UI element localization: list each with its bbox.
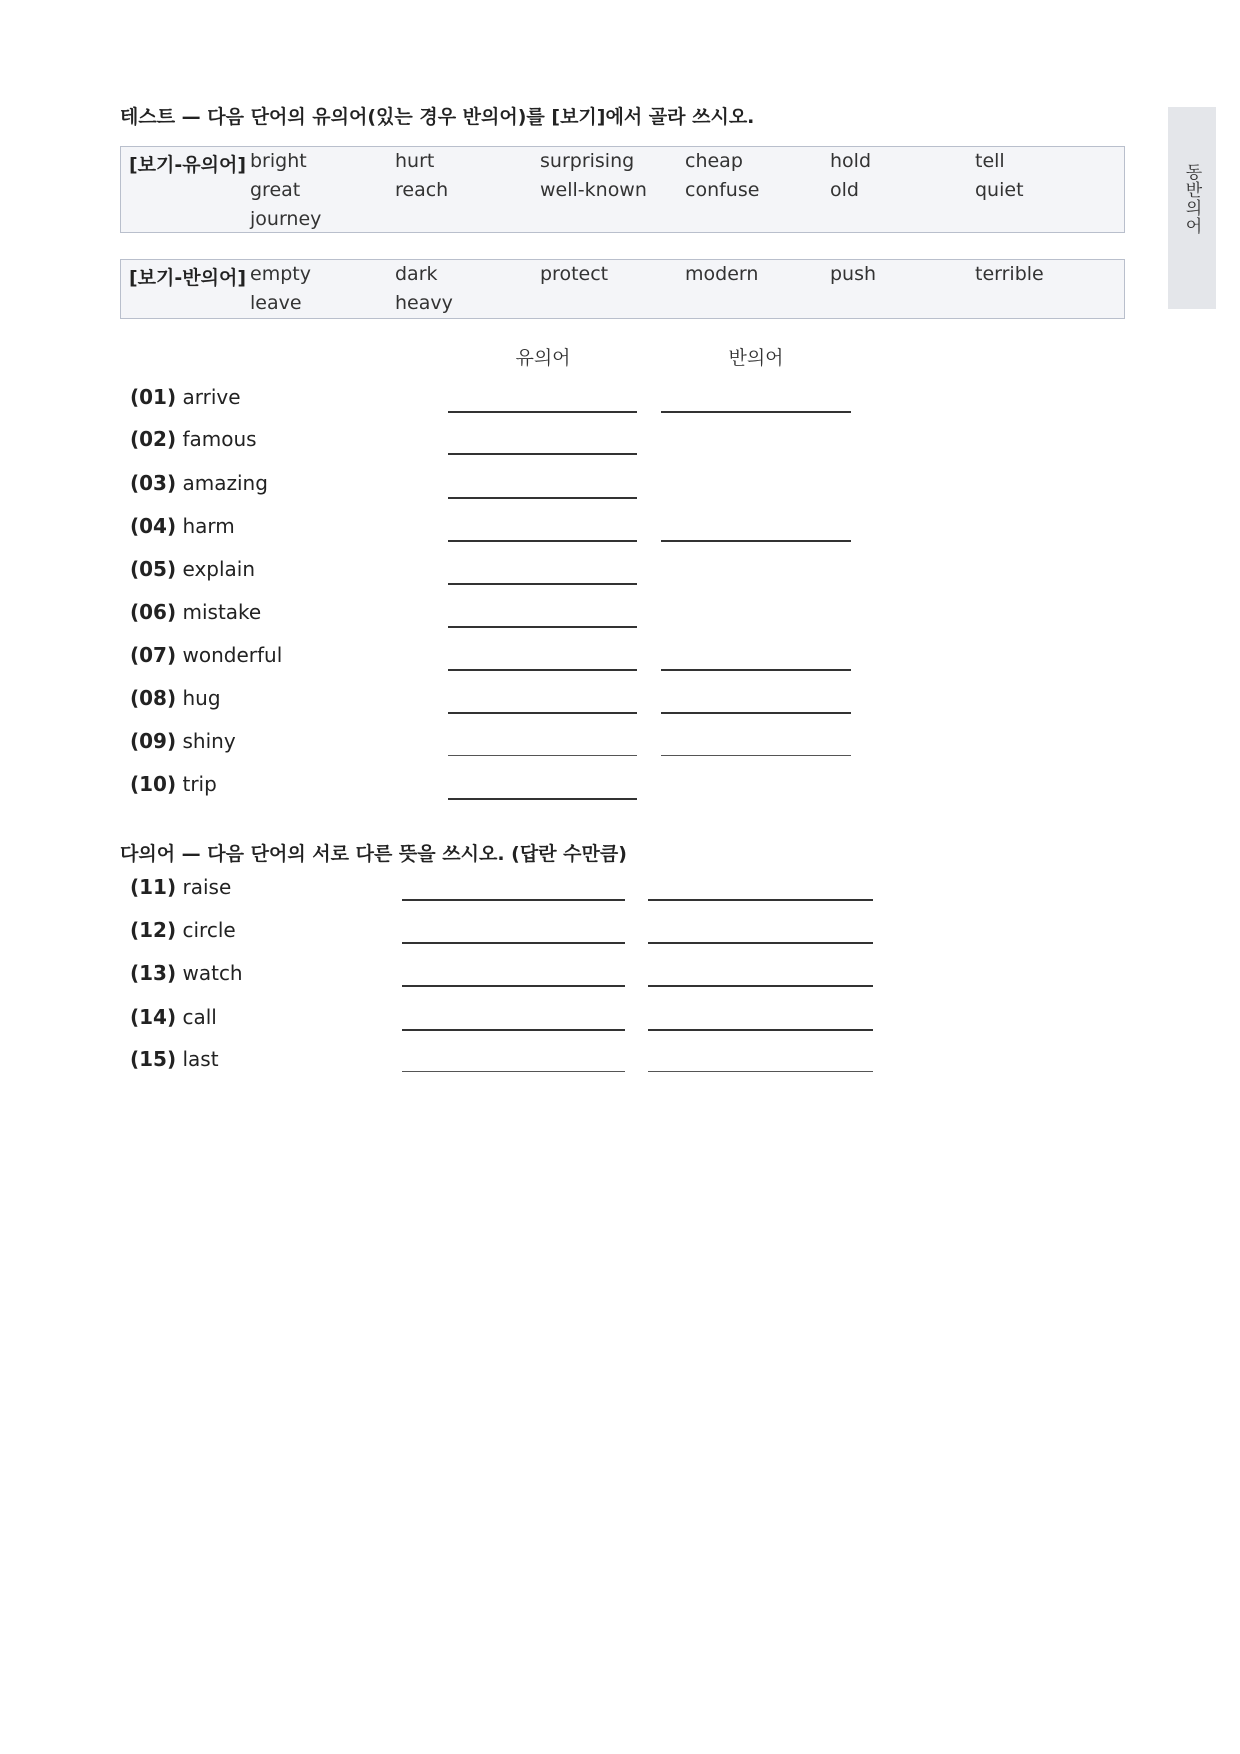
synonym-word: cheap: [685, 150, 743, 172]
antonym-word: empty: [250, 263, 311, 285]
meaning-answer-blank[interactable]: [402, 1071, 625, 1072]
question-item: [130, 961, 243, 985]
synonym-answer-blank[interactable]: [448, 411, 637, 413]
question-number: (03): [130, 471, 177, 495]
question-item: [130, 1047, 219, 1071]
question-number: (15): [130, 1047, 177, 1071]
synonym-word: great: [250, 179, 301, 201]
question-word: last: [182, 1047, 219, 1071]
question-item: [130, 729, 236, 753]
antonym-answer-blank[interactable]: [661, 669, 851, 671]
question-number: (02): [130, 427, 177, 451]
antonym-column-header: 반의어: [728, 347, 784, 369]
synonym-answer-blank[interactable]: [448, 626, 637, 628]
question-word: wonderful: [182, 643, 283, 667]
synonym-word: hold: [830, 150, 872, 172]
antonym-word: push: [830, 263, 877, 285]
question-item: [130, 557, 255, 581]
synonym-bank-label: [보기-유의어]: [129, 154, 247, 176]
meaning-answer-blank[interactable]: [402, 1029, 625, 1031]
meaning-answer-blank[interactable]: [648, 985, 873, 987]
question-item: [130, 918, 236, 942]
question-item: [130, 875, 231, 899]
meaning-answer-blank[interactable]: [648, 1071, 873, 1072]
question-item: [130, 600, 261, 624]
question-item: [130, 385, 241, 409]
meaning-answer-blank[interactable]: [402, 899, 625, 901]
synonym-word-bank: [120, 146, 1125, 233]
meaning-answer-blank[interactable]: [648, 1029, 873, 1031]
question-word: explain: [182, 557, 256, 581]
meaning-answer-blank[interactable]: [402, 985, 625, 987]
question-word: circle: [182, 918, 236, 942]
antonym-bank-label: [보기-반의어]: [129, 267, 247, 289]
question-number: (06): [130, 600, 177, 624]
synonym-bank-words: [250, 150, 1120, 237]
synonym-word: confuse: [685, 179, 760, 201]
question-word: trip: [182, 772, 217, 796]
synonym-column-header: 유의어: [515, 347, 571, 369]
question-word: arrive: [182, 385, 241, 409]
question-item: [130, 471, 268, 495]
antonym-word: leave: [250, 292, 302, 314]
synonym-answer-blank[interactable]: [448, 497, 637, 499]
synonym-word: old: [830, 179, 859, 201]
question-word: shiny: [182, 729, 236, 753]
question-number: (04): [130, 514, 177, 538]
antonym-word: heavy: [395, 292, 453, 314]
synonym-answer-blank[interactable]: [448, 453, 637, 455]
question-item: [130, 686, 221, 710]
synonym-word: reach: [395, 179, 449, 201]
synonym-answer-blank[interactable]: [448, 755, 637, 756]
question-number: (11): [130, 875, 177, 899]
question-item: [130, 772, 217, 796]
question-word: amazing: [182, 471, 268, 495]
synonym-word: well-known: [540, 179, 647, 201]
synonym-answer-blank[interactable]: [448, 540, 637, 542]
question-item: [130, 643, 282, 667]
question-number: (12): [130, 918, 177, 942]
synonym-answer-blank[interactable]: [448, 712, 637, 714]
question-word: famous: [182, 427, 257, 451]
question-number: (09): [130, 729, 177, 753]
antonym-word: terrible: [975, 263, 1044, 285]
question-word: watch: [182, 961, 243, 985]
synonym-answer-blank[interactable]: [448, 583, 637, 585]
meaning-answer-blank[interactable]: [648, 942, 873, 944]
antonym-answer-blank[interactable]: [661, 712, 851, 714]
antonym-word: protect: [540, 263, 609, 285]
question-word: harm: [182, 514, 235, 538]
question-number: (10): [130, 772, 177, 796]
question-number: (13): [130, 961, 177, 985]
question-number: (14): [130, 1005, 177, 1029]
synonym-word: surprising: [540, 150, 635, 172]
side-tab: [1168, 107, 1216, 309]
question-number: (08): [130, 686, 177, 710]
side-tab-label: 동반의어: [1181, 163, 1202, 235]
page-title: 테스트 — 다음 단어의 유의어(있는 경우 반의어)를 [보기]에서 골라 쓰시오.: [120, 106, 755, 128]
question-number: (01): [130, 385, 177, 409]
question-word: raise: [182, 875, 232, 899]
question-item: [130, 514, 235, 538]
synonym-answer-blank[interactable]: [448, 669, 637, 671]
antonym-word: modern: [685, 263, 759, 285]
antonym-bank-words: [250, 263, 1120, 321]
synonym-word: hurt: [395, 150, 435, 172]
question-item: [130, 1005, 217, 1029]
antonym-answer-blank[interactable]: [661, 540, 851, 542]
synonym-word: journey: [250, 208, 322, 230]
question-item: [130, 427, 257, 451]
antonym-word: dark: [395, 263, 438, 285]
meaning-answer-blank[interactable]: [402, 942, 625, 944]
question-number: (07): [130, 643, 177, 667]
synonym-word: bright: [250, 150, 307, 172]
antonym-answer-blank[interactable]: [661, 411, 851, 413]
antonym-answer-blank[interactable]: [661, 755, 851, 756]
question-number: (05): [130, 557, 177, 581]
meaning-answer-blank[interactable]: [648, 899, 873, 901]
question-word: call: [182, 1005, 217, 1029]
question-word: hug: [182, 686, 221, 710]
synonym-word: tell: [975, 150, 1005, 172]
question-word: mistake: [182, 600, 262, 624]
synonym-word: quiet: [975, 179, 1024, 201]
antonym-word-bank: [120, 259, 1125, 319]
synonym-answer-blank[interactable]: [448, 798, 637, 800]
section2-title: 다의어 — 다음 단어의 서로 다른 뜻을 쓰시오. (답란 수만큼): [120, 843, 627, 865]
